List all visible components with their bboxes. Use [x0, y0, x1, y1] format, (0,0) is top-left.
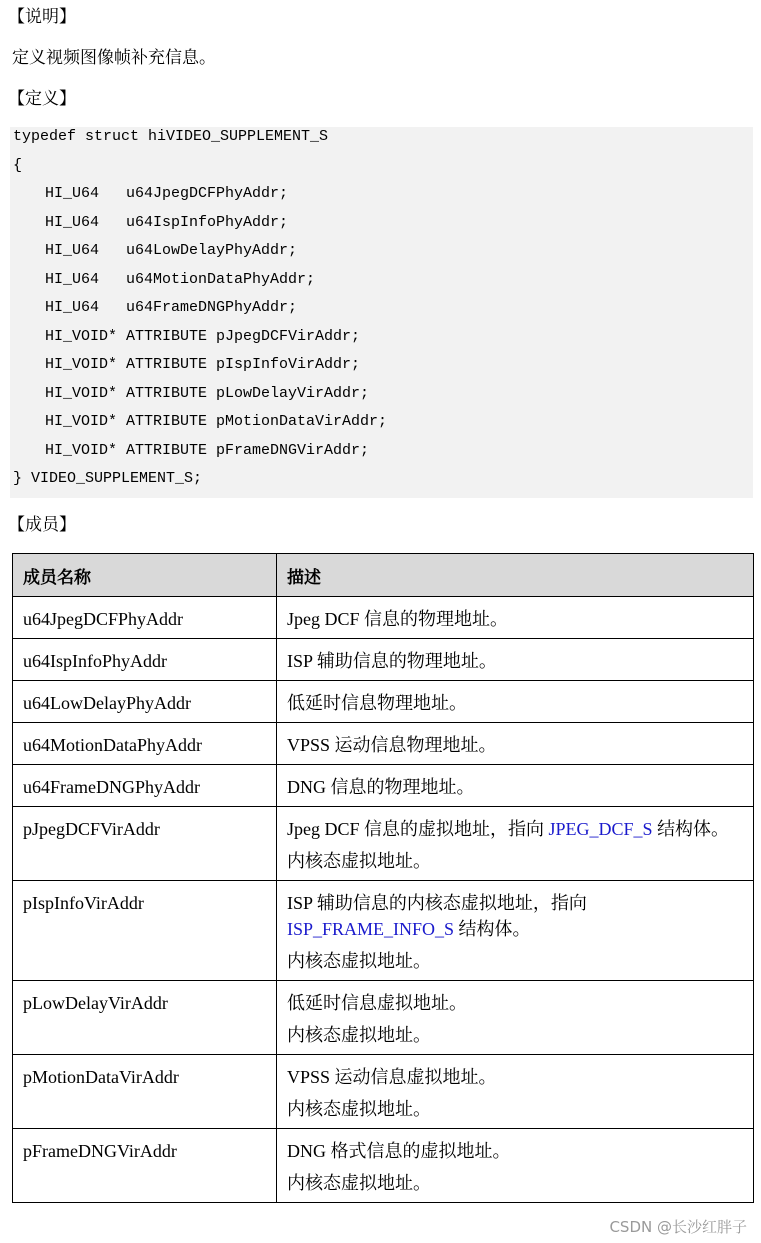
code-line: {: [13, 157, 23, 174]
description-text: 结构体。: [454, 919, 531, 939]
description-text: Jpeg DCF 信息的虚拟地址，指向: [287, 819, 549, 839]
description-line: DNG 信息的物理地址。: [287, 777, 475, 797]
description-heading: 【说明】: [8, 7, 76, 27]
member-name: pMotionDataVirAddr: [13, 1055, 277, 1129]
member-name: u64MotionDataPhyAddr: [13, 723, 277, 765]
description-line: 内核态虚拟地址。: [287, 851, 431, 871]
table-row: [13, 597, 754, 639]
code-line: HI_U64 u64IspInfoPhyAddr;: [18, 214, 289, 231]
description-line: DNG 格式信息的虚拟地址。: [287, 1141, 511, 1161]
description-line: ISP 辅助信息的物理地址。: [287, 651, 497, 671]
member-name: pJpegDCFVirAddr: [13, 807, 277, 881]
member-description: [277, 597, 754, 639]
member-description: [277, 639, 754, 681]
description-line: 内核态虚拟地址。: [287, 1099, 431, 1119]
table-header-row: [13, 554, 754, 597]
member-description: [277, 981, 754, 1055]
table-row: [13, 1129, 754, 1203]
definition-heading: 【定义】: [8, 89, 76, 109]
table-row: [13, 881, 754, 981]
description-line: Jpeg DCF 信息的物理地址。: [287, 609, 509, 629]
description-line: VPSS 运动信息物理地址。: [287, 735, 497, 755]
isp-frame-info-s-link[interactable]: ISP_FRAME_INFO_S: [287, 919, 455, 939]
description-line: 内核态虚拟地址。: [287, 951, 431, 971]
members-heading: 【成员】: [8, 515, 76, 535]
column-header-member-name: 成员名称: [13, 554, 277, 597]
member-name: u64LowDelayPhyAddr: [13, 681, 277, 723]
members-table: [12, 553, 754, 1203]
member-description: [277, 807, 754, 881]
member-name: u64IspInfoPhyAddr: [13, 639, 277, 681]
description-line: [287, 890, 743, 942]
description-text: 结构体。: [652, 819, 730, 839]
code-line: HI_VOID* ATTRIBUTE pMotionDataVirAddr;: [18, 413, 388, 430]
jpeg-dcf-s-link[interactable]: JPEG_DCF_S: [548, 819, 653, 839]
code-line: HI_U64 u64JpegDCFPhyAddr;: [18, 185, 289, 202]
code-line: HI_U64 u64FrameDNGPhyAddr;: [18, 299, 298, 316]
table-row: [13, 765, 754, 807]
description-line: 低延时信息虚拟地址。: [287, 993, 467, 1013]
table-row: [13, 981, 754, 1055]
column-header-description: 描述: [277, 554, 754, 597]
code-line: HI_VOID* ATTRIBUTE pFrameDNGVirAddr;: [18, 442, 370, 459]
code-line: HI_VOID* ATTRIBUTE pJpegDCFVirAddr;: [18, 328, 361, 345]
description-text: 定义视频图像帧补充信息。: [12, 48, 216, 68]
table-row: [13, 807, 754, 881]
table-row: [13, 723, 754, 765]
member-name: u64FrameDNGPhyAddr: [13, 765, 277, 807]
description-line: 内核态虚拟地址。: [287, 1173, 431, 1193]
member-name: pFrameDNGVirAddr: [13, 1129, 277, 1203]
description-line: 内核态虚拟地址。: [287, 1025, 431, 1045]
code-line: HI_VOID* ATTRIBUTE pIspInfoVirAddr;: [18, 356, 361, 373]
member-description: [277, 681, 754, 723]
watermark: CSDN @长沙红胖子: [609, 1218, 747, 1236]
code-line: HI_VOID* ATTRIBUTE pLowDelayVirAddr;: [18, 385, 370, 402]
description-line: VPSS 运动信息虚拟地址。: [287, 1067, 497, 1087]
member-description: [277, 723, 754, 765]
code-line: typedef struct hiVIDEO_SUPPLEMENT_S: [13, 128, 329, 145]
member-description: [277, 1055, 754, 1129]
code-line: HI_U64 u64LowDelayPhyAddr;: [18, 242, 298, 259]
table-row: [13, 681, 754, 723]
code-block: [10, 127, 753, 498]
member-description: [277, 881, 754, 981]
description-text: ISP 辅助信息的内核态虚拟地址，指向: [287, 893, 587, 913]
member-description: [277, 765, 754, 807]
description-line: [287, 816, 743, 842]
member-name: pLowDelayVirAddr: [13, 981, 277, 1055]
member-name: pIspInfoVirAddr: [13, 881, 277, 981]
code-line: } VIDEO_SUPPLEMENT_S;: [13, 470, 203, 487]
member-name: u64JpegDCFPhyAddr: [13, 597, 277, 639]
table-row: [13, 639, 754, 681]
code-line: HI_U64 u64MotionDataPhyAddr;: [18, 271, 316, 288]
member-description: [277, 1129, 754, 1203]
table-row: [13, 1055, 754, 1129]
description-line: 低延时信息物理地址。: [287, 693, 467, 713]
